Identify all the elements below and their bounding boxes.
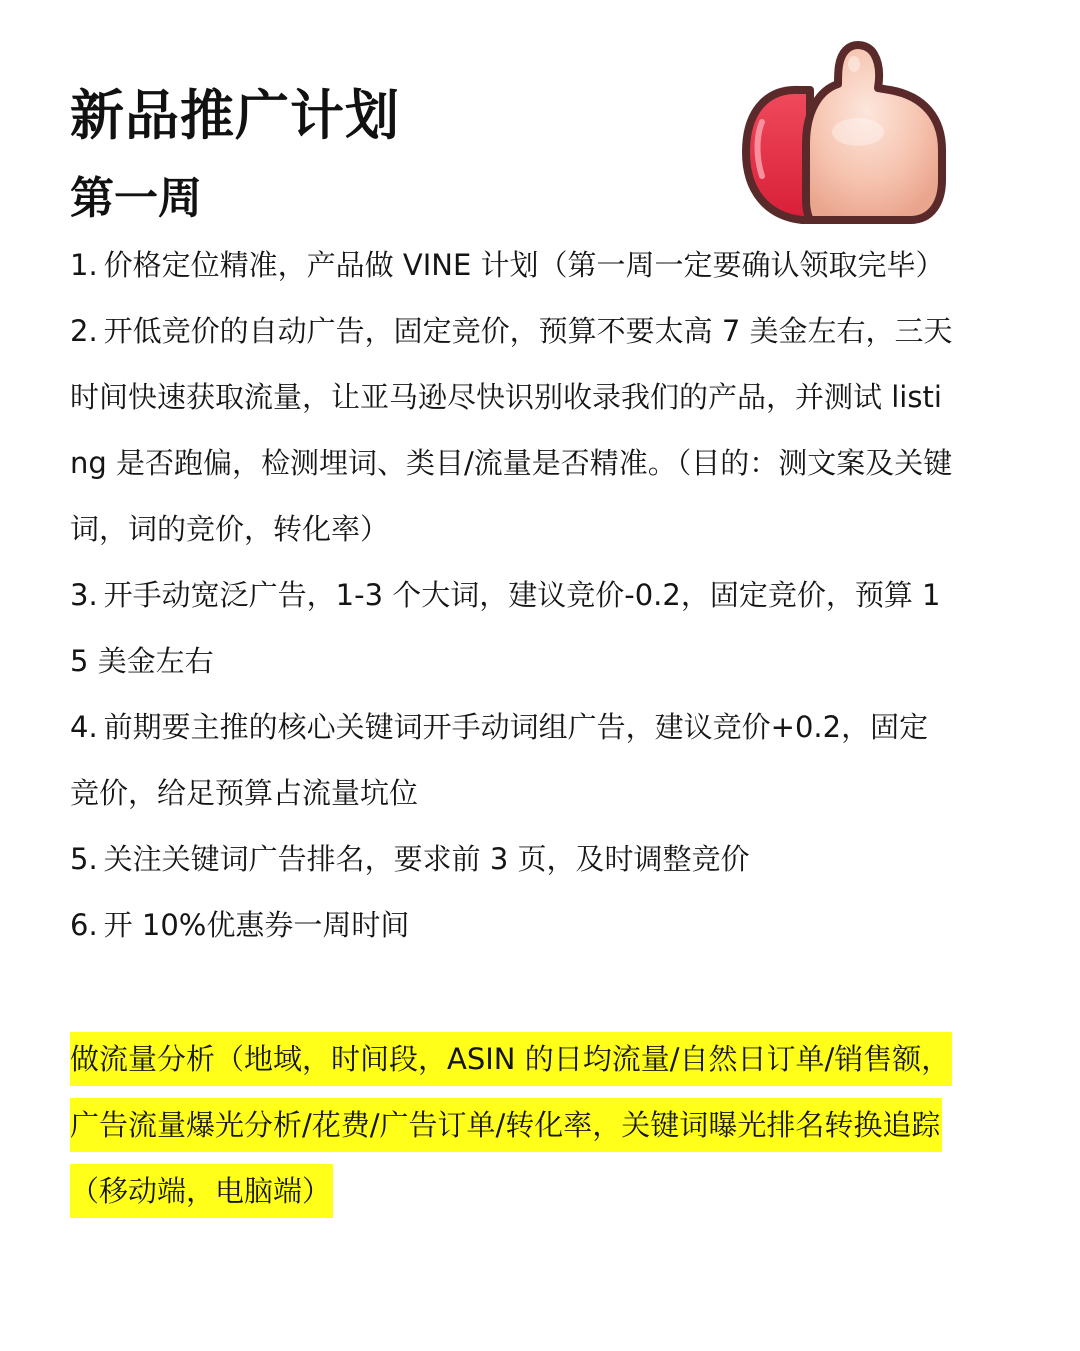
highlighted-text: 做流量分析（地域，时间段，ASIN 的日均流量/自然日订单/销售额，广告流量爆光分析/花费/广告订单/转化率，关键词曝光排名转换追踪（移动端，电脑端） xyxy=(70,1032,952,1218)
plan-item: 2. 开低竞价的自动广告，固定竞价，预算不要太高 7 美金左右，三天时间快速获取流量，让亚马逊尽快识别收录我们的产品，并测试 listing 是否跑偏，检测埋词、类目/流量是否精准。（目的：测文案及关键词，词的竞价，转化率） xyxy=(70,314,953,546)
plan-item: 1. 价格定位精准，产品做 VINE 计划（第一周一定要确认领取完毕） xyxy=(70,248,945,282)
plan-item: 5. 关注关键词广告排名，要求前 3 页，及时调整竞价 xyxy=(70,842,750,876)
traffic-analysis-note xyxy=(70,1026,955,1224)
plan-item-list xyxy=(70,232,955,958)
plan-item: 6. 开 10%优惠券一周时间 xyxy=(70,908,410,942)
thumbs-up-icon xyxy=(740,40,946,226)
section-heading-week-one: 第一周 xyxy=(70,173,202,224)
page-title: 新品推广计划 xyxy=(70,83,400,147)
plan-item: 4. 前期要主推的核心关键词开手动词组广告，建议竞价+0.2，固定竞价，给足预算占流量坑位 xyxy=(70,710,929,810)
plan-item: 3. 开手动宽泛广告，1-3 个大词，建议竞价-0.2，固定竞价，预算 15 美金左右 xyxy=(70,578,941,678)
